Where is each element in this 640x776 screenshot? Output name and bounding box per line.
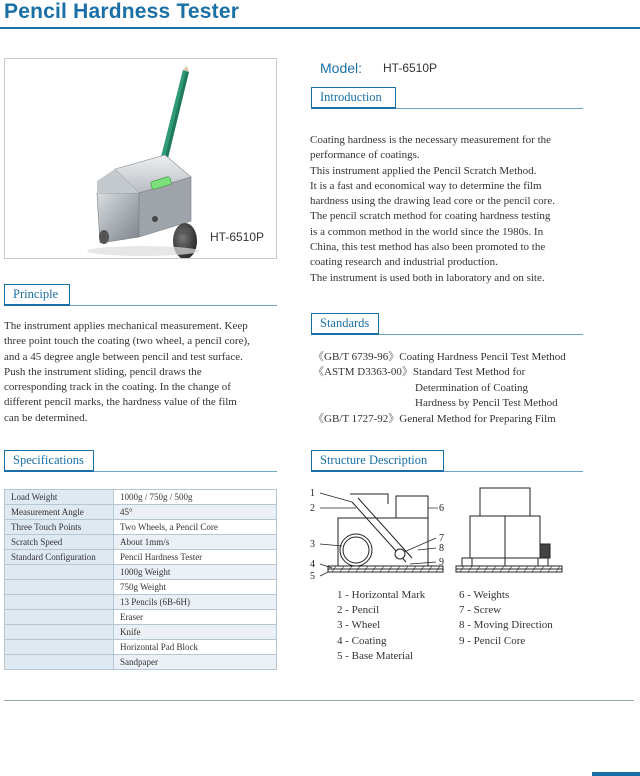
intro-line: The instrument is used both in laboratory and on site.: [310, 271, 545, 284]
diagram-label-9: 9: [439, 557, 444, 568]
spec-key-cell: Standard Configuration: [5, 550, 114, 565]
specifications-table: [4, 489, 277, 670]
table-row: [5, 655, 277, 670]
spec-value-cell: Sandpaper: [114, 655, 277, 670]
table-row: [5, 550, 277, 565]
model-value: HT-6510P: [383, 61, 438, 75]
structure-legend-left: [337, 588, 425, 664]
legend-item: 2 - Pencil: [337, 604, 380, 617]
standard-item: 《GB/T 1727-92》General Method for Preparing Film: [313, 412, 556, 425]
photo-caption: HT-6510P: [210, 230, 265, 244]
legend-item: 6 - Weights: [459, 589, 510, 601]
standard-item-continued: Hardness by Pencil Test Method: [415, 397, 558, 410]
table-row: [5, 640, 277, 655]
title-rule: [0, 27, 640, 29]
table-row: [5, 490, 277, 505]
table-row: [5, 505, 277, 520]
spec-key-cell: Measurement Angle: [5, 505, 114, 520]
intro-line: This instrument applied the Pencil Scratch Method.: [310, 164, 537, 177]
principle-heading: [4, 284, 277, 306]
spec-value-cell: 1000g / 750g / 500g: [114, 490, 277, 505]
spec-value-cell: About 1mm/s: [114, 535, 277, 550]
corner-accent: [592, 772, 640, 776]
spec-key-cell: [5, 625, 114, 640]
spec-value-cell: Horizontal Pad Block: [114, 640, 277, 655]
standards-heading-text: Standards: [320, 316, 370, 330]
structure-heading: [311, 450, 583, 472]
diagram-label-2: 2: [310, 503, 315, 514]
standard-item: 《ASTM D3363-00》Standard Test Method for: [313, 366, 526, 379]
standards-heading: [311, 313, 583, 335]
intro-line: performance of coatings.: [310, 149, 420, 162]
principle-line: can be determined.: [4, 411, 88, 424]
spec-value-cell: 1000g Weight: [114, 565, 277, 580]
spec-value-cell: 45°: [114, 505, 277, 520]
intro-line: It is a fast and economical way to determine the film: [310, 179, 542, 192]
spec-key-cell: Three Touch Points: [5, 520, 114, 535]
principle-heading-text: Principle: [13, 287, 59, 301]
intro-line: coating research and industrial production.: [310, 256, 498, 269]
legend-item: 5 - Base Material: [337, 649, 414, 662]
legend-item: 9 - Pencil Core: [459, 634, 526, 647]
specifications-heading-text: Specifications: [13, 453, 84, 467]
standards-list: [313, 350, 566, 427]
diagram-label-7: 7: [439, 533, 444, 544]
legend-item: 8 - Moving Direction: [459, 619, 553, 632]
spec-value-cell: Eraser: [114, 610, 277, 625]
diagram-label-4: 4: [310, 559, 315, 570]
table-row: [5, 595, 277, 610]
intro-line: China, this test method has also been promoted to the: [310, 241, 546, 254]
spec-key-cell: [5, 640, 114, 655]
spec-value-cell: Two Wheels, a Pencil Core: [114, 520, 277, 535]
principle-line: different pencil marks, the hardness value of the film: [4, 396, 237, 409]
spec-key-cell: [5, 655, 114, 670]
diagram-label-5: 5: [310, 571, 315, 582]
legend-item: 7 - Screw: [459, 604, 502, 617]
model-label: Model:: [320, 60, 363, 76]
intro-line: Coating hardness is the necessary measurement for the: [310, 134, 552, 146]
standard-item: 《GB/T 6739-96》Coating Hardness Pencil Test Method: [313, 351, 566, 363]
product-photo: [4, 58, 277, 259]
table-row: [5, 535, 277, 550]
spec-key-cell: [5, 565, 114, 580]
spec-value-cell: 750g Weight: [114, 580, 277, 595]
introduction-text: [310, 133, 590, 286]
principle-line: corresponding track in the coating. In the change of: [4, 381, 231, 394]
spec-value-cell: Knife: [114, 625, 277, 640]
standard-item-continued: Determination of Coating: [415, 381, 529, 394]
intro-line: hardness using the drawing lead core or the pencil core.: [310, 195, 555, 208]
legend-item: 3 - Wheel: [337, 619, 381, 632]
page-title: Pencil Hardness Tester: [4, 0, 240, 23]
table-row: [5, 625, 277, 640]
introduction-heading: [311, 87, 583, 109]
spec-key-cell: Load Weight: [5, 490, 114, 505]
principle-line: Push the instrument sliding, pencil draws the: [4, 365, 202, 378]
structure-legend-right: [459, 588, 553, 649]
intro-line: is a common method in the world since the 1980s. In: [310, 225, 544, 238]
spec-value-cell: 13 Pencils (6B-6H): [114, 595, 277, 610]
structure-diagram: [308, 484, 570, 584]
structure-heading-text: Structure Description: [320, 453, 428, 467]
bottom-rule: [4, 700, 634, 701]
principle-line: and a 45 degree angle between pencil and test surface.: [4, 350, 243, 363]
intro-line: The pencil scratch method for coating hardness testing: [310, 210, 551, 223]
legend-item: 4 - Coating: [337, 634, 387, 647]
principle-line: three point touch the coating (two wheel, a pencil core),: [4, 335, 250, 348]
spec-key-cell: [5, 595, 114, 610]
table-row: [5, 580, 277, 595]
spec-value-cell: Pencil Hardness Tester: [114, 550, 277, 565]
diagram-label-6: 6: [439, 503, 444, 514]
diagram-label-3: 3: [310, 539, 315, 550]
spec-key-cell: [5, 610, 114, 625]
diagram-label-1: 1: [310, 488, 315, 499]
table-row: [5, 520, 277, 535]
spec-key-cell: Scratch Speed: [5, 535, 114, 550]
introduction-heading-text: Introduction: [320, 90, 382, 104]
pencil-hardness-tester-image: [5, 59, 277, 259]
principle-line: The instrument applies mechanical measurement. Keep: [4, 320, 248, 332]
table-row: [5, 565, 277, 580]
principle-text: [4, 319, 294, 426]
legend-item: 1 - Horizontal Mark: [337, 589, 426, 601]
diagram-label-8: 8: [439, 543, 444, 554]
table-row: [5, 610, 277, 625]
specifications-heading: [4, 450, 277, 472]
spec-key-cell: [5, 580, 114, 595]
